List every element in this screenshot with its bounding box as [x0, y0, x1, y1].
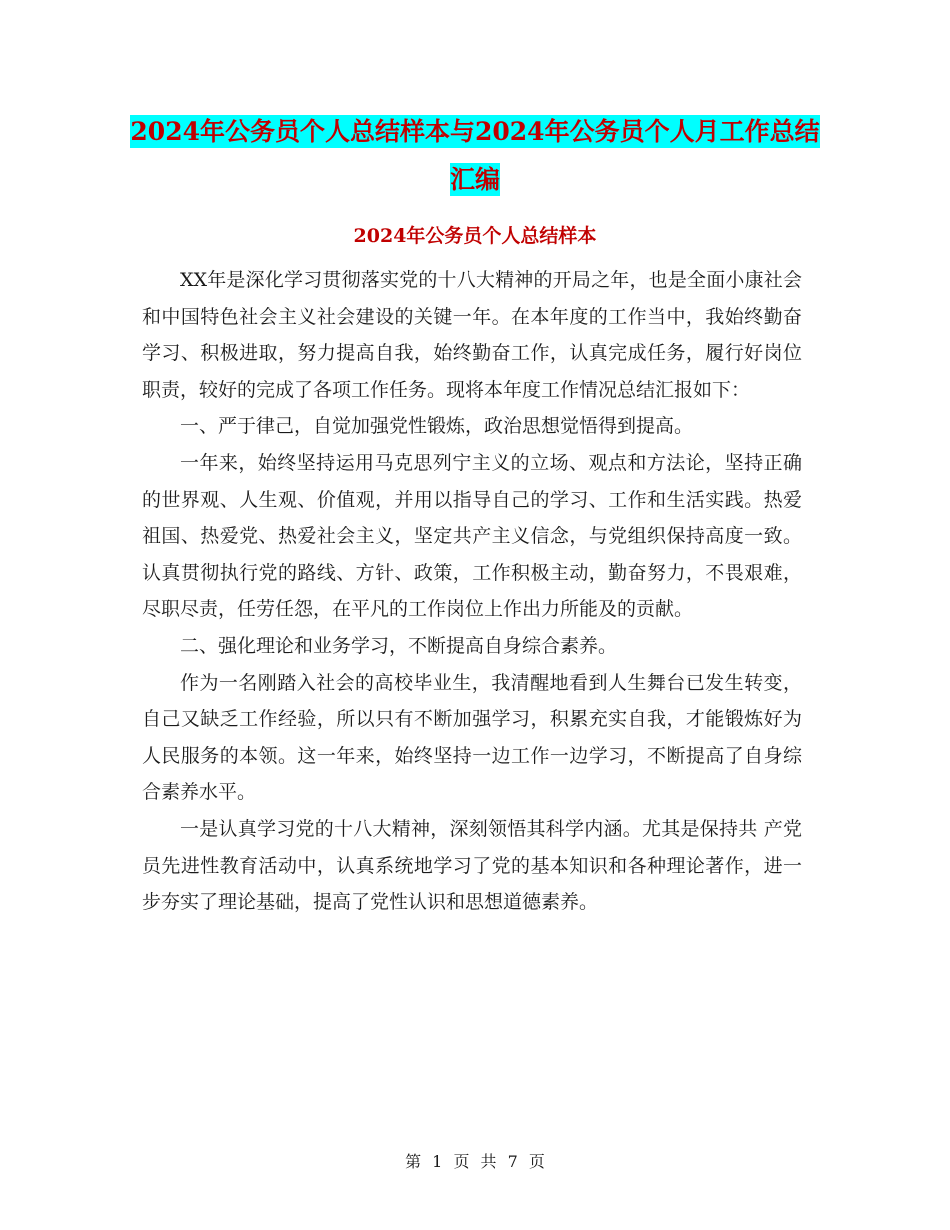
paragraph: 一、严于律己，自觉加强党性锻炼，政治思想觉悟得到提高。 — [180, 415, 694, 438]
document-title-text: 2024年公务员个人总结样本与2024年公务员个人月工作总结汇编 — [130, 117, 820, 194]
document-title — [130, 108, 820, 204]
paragraph: 一年来，始终坚持运用马克思列宁主义的立场、观点和方法论，坚持正确的世界观、人生观、价值观，并用以指导自己的学习、工作和生活实践。热爱祖国、热爱党、热爱社会主义，坚定共产主义信念，与党组织保持高度一致。认真贯彻执行党的路线、方针、政策，工作积极主动，勤奋努力，不畏艰难，尽职尽责，任劳任怨，在平凡的工作岗位上作出力所能及的贡献。 — [142, 451, 802, 621]
section-heading: 2024年公务员个人总结样本 — [353, 225, 597, 247]
paragraph: 一是认真学习党的十八大精神，深刻领悟其科学内涵。尤其是保持共 产党员先进性教育活动中，认真系统地学习了党的基本知识和各种理论著作，进一步夯实了理论基础，提高了党性认识和思想道德素养。 — [142, 817, 802, 914]
paragraph: 作为一名刚踏入社会的高校毕业生，我清醒地看到人生舞台已发生转变，自己又缺乏工作经验，所以只有不断加强学习，积累充实自我，才能锻炼好为人民服务的本领。这一年来，始终坚持一边工作一边学习，不断提高了自身综合素养水平。 — [142, 671, 802, 804]
paragraph: 二、强化理论和业务学习，不断提高自身综合素养。 — [180, 634, 618, 657]
paragraph: XX年是深化学习贯彻落实党的十八大精神的开局之年，也是全面小康社会和中国特色社会主义社会建设的关键一年。在本年度的工作当中，我始终勤奋学习、积极进取，努力提高自我，始终勤奋工作，认真完成任务，履行好岗位职责，较好的完成了各项工作任务。现将本年度工作情况总结汇报如下： — [142, 269, 802, 401]
document-body — [142, 262, 802, 921]
page-footer: 第 1 页 共 7 页 — [405, 1152, 545, 1171]
